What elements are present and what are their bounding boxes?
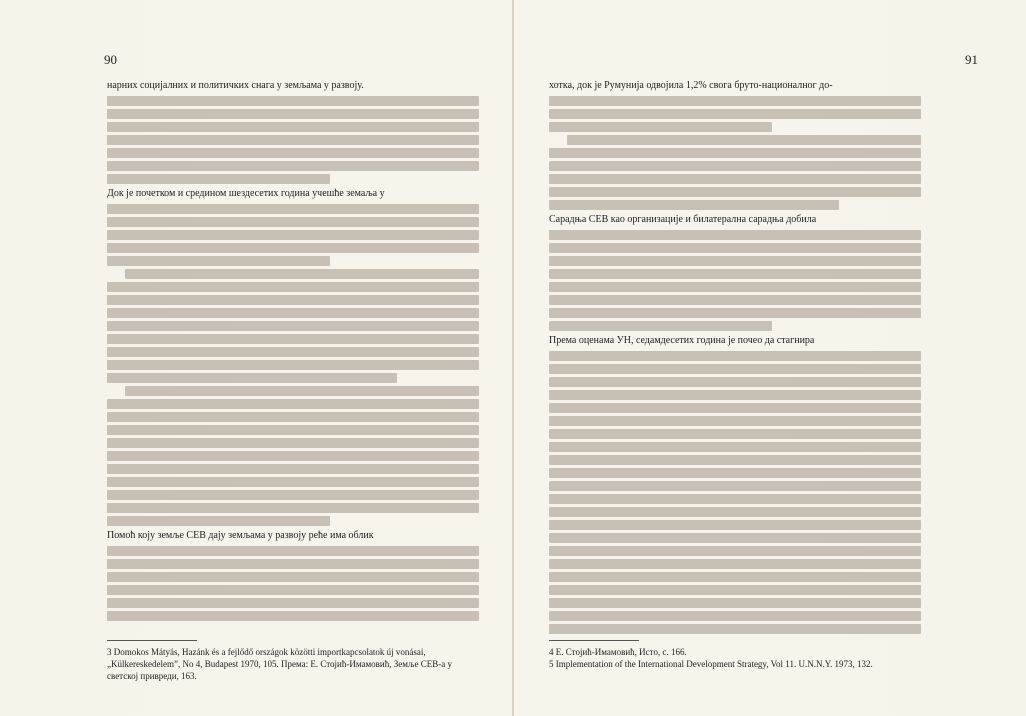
right-paragraph-3-first-line: Сарадња СЕВ као организације и билатерална сарадња добила (549, 214, 817, 225)
text-line (549, 269, 921, 279)
text-line (549, 148, 921, 158)
text-line (107, 585, 479, 595)
text-line (107, 308, 479, 318)
text-line (107, 572, 479, 582)
text-line (107, 96, 479, 106)
text-line (107, 109, 479, 119)
text-line (107, 516, 330, 526)
text-line (107, 412, 479, 422)
left-paragraph-1-first-line: нарних социјалних и политичких снага у земљама у развоју. (107, 80, 364, 91)
text-line (107, 256, 330, 266)
text-line (549, 122, 772, 132)
text-line (549, 468, 921, 478)
text-line (107, 282, 479, 292)
text-line (107, 243, 479, 253)
text-line (107, 347, 479, 357)
text-line (549, 377, 921, 387)
page-number: 90 (104, 52, 117, 67)
text-line (107, 598, 479, 608)
text-line (549, 282, 921, 292)
text-line (107, 161, 479, 171)
text-line (549, 109, 921, 119)
footnotes (107, 646, 479, 682)
page-number: 91 (965, 52, 978, 67)
text-line (549, 546, 921, 556)
text-line (107, 334, 479, 344)
text-line (567, 135, 921, 145)
text-line (549, 585, 921, 595)
text-line (107, 148, 479, 158)
right-paragraph-4-first-line: Према оценама УН, седамдесетих година је почео да стагнира (549, 335, 815, 346)
text-line (107, 503, 479, 513)
text-line (549, 243, 921, 253)
text-line (549, 96, 921, 106)
text-line (107, 451, 479, 461)
footnote-5: 5 Implementation of the International Development Strategy, Vol 11. U.N.N.Y. 1973, 132. (549, 659, 873, 669)
text-line (107, 295, 479, 305)
text-line (549, 611, 921, 621)
text-line (107, 546, 479, 556)
text-line (549, 520, 921, 530)
text-line (549, 494, 921, 504)
text-line (107, 438, 479, 448)
text-line (549, 624, 921, 634)
text-line (107, 230, 479, 240)
text-line (549, 174, 921, 184)
text-line (549, 308, 921, 318)
left-page-body (107, 78, 479, 638)
left-paragraph-5-first-line: Помоћ коју земље СЕВ дају земљама у развоју реће има облик (107, 530, 374, 541)
text-line (549, 416, 921, 426)
left-paragraph-2-first-line: Док је почетком и средином шездесетих година учешће земаља у (107, 188, 385, 199)
left-page (0, 0, 512, 716)
footnote-4: 4 Е. Стојић-Имамовић, Исто, с. 166. (549, 647, 687, 657)
text-line (549, 321, 772, 331)
text-line (107, 611, 479, 621)
text-line (549, 559, 921, 569)
text-line (107, 135, 479, 145)
text-line (107, 204, 479, 214)
text-line (107, 425, 479, 435)
text-line (549, 442, 921, 452)
text-line (107, 360, 479, 370)
text-line (107, 373, 397, 383)
text-line (107, 559, 479, 569)
text-line (549, 507, 921, 517)
text-line (107, 217, 479, 227)
text-line (549, 230, 921, 240)
text-line (549, 200, 839, 210)
text-line (549, 481, 921, 491)
text-line (107, 490, 479, 500)
text-line (549, 351, 921, 361)
right-page (514, 0, 1026, 716)
text-line (107, 174, 330, 184)
text-line (549, 572, 921, 582)
text-line (125, 269, 479, 279)
text-line (549, 598, 921, 608)
footnote-divider (107, 640, 197, 641)
footnote-divider (549, 640, 639, 641)
text-line (107, 477, 479, 487)
text-line (549, 187, 921, 197)
text-line (549, 390, 921, 400)
text-line (107, 122, 479, 132)
text-line (549, 533, 921, 543)
text-line (107, 464, 479, 474)
footnotes (549, 646, 921, 670)
text-line (107, 399, 479, 409)
text-line (549, 256, 921, 266)
text-line (549, 295, 921, 305)
text-line (125, 386, 479, 396)
text-line (549, 403, 921, 413)
text-line (107, 321, 479, 331)
right-page-body (549, 78, 921, 638)
text-line (549, 455, 921, 465)
text-line (549, 429, 921, 439)
text-line (549, 364, 921, 374)
right-paragraph-1-first-line: хотка, док је Румунија одвојила 1,2% свога бруто-националног до- (549, 80, 833, 91)
footnote-3: 3 Domokos Mátyás, Hazánk és a fejlődő országok közötti importkapcsolatok új vonásai, „Külkereskedelem”, No 4, Budapest 1970, 105. Према: Е. Стојић-Имамовић, Земље СЕВ-а у светској привреди, 163. (107, 647, 452, 681)
text-line (549, 161, 921, 171)
